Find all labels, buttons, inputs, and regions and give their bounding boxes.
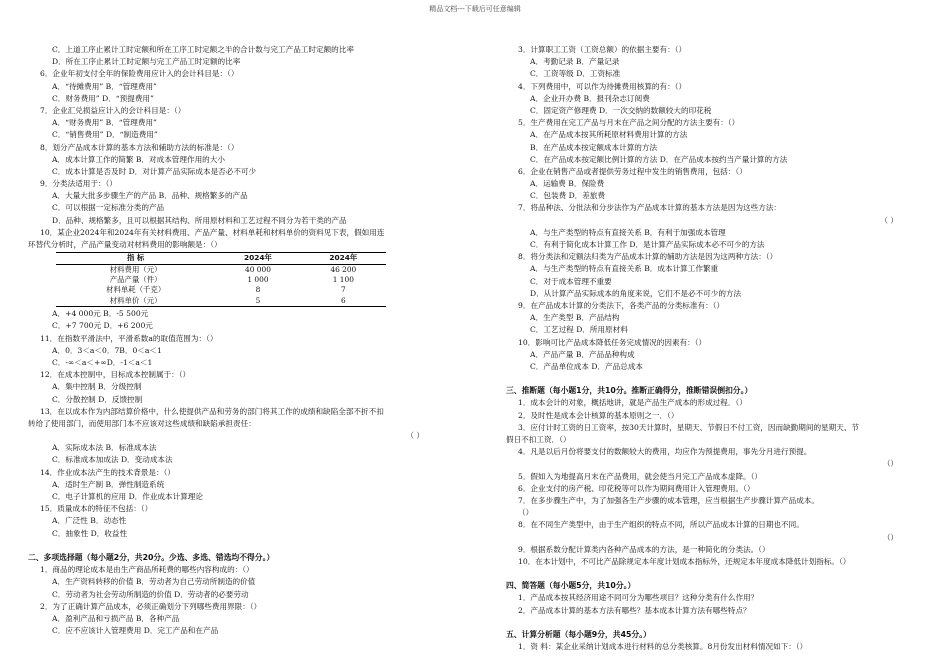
text-line: A．生产资料转移的价值 B．劳动者为自己劳动所制造的价值 [52, 577, 256, 587]
text-line: 8．在不同生产类型中，由于生产组织的特点不同，所以产品成本计算的日期也不同。 [518, 520, 804, 530]
text-line: A．运输费 B．保险费 [530, 179, 605, 189]
table-header-row [56, 253, 386, 264]
text-line: 7．企业汇兑损益应计入的会计科目是：（） [40, 105, 186, 115]
text-line: A．在产品成本按其所耗原材料费用计算的方法 [530, 130, 688, 140]
blank-line [506, 568, 938, 580]
table-cell: 6 [301, 296, 386, 307]
blank-line [28, 540, 464, 552]
section-heading: 三、推断题（每小题1分，共10分。推断正确得分，推断错误倒扣分。） [506, 386, 753, 396]
text-line: 4．下列费用中，可以作为待摊费用核算的有：（） [518, 81, 687, 91]
table-cell: 材料单价（元） [56, 296, 215, 307]
text-line: 2．产品成本计算的基本方法有哪些？基本成本计算方法有哪些特点？ [518, 605, 751, 615]
text-line: （） [882, 459, 898, 469]
table-cell: 8 [255, 285, 261, 295]
text-line: C．电子计算机的应用 D．作业成本计算理论 [52, 492, 203, 502]
text-line: C．分散控制 D．反馈控制 [52, 394, 143, 404]
text-line: 3．计算职工工资（工资总额）的依据主要有：（） [518, 45, 687, 54]
text-line: 2．为了正确计算产品成本，必须正确划分下列哪些费用界限：（） [40, 601, 262, 611]
blank-line [506, 373, 938, 385]
text-line: 6．企业年初支付全年的保险费用应计入的会计科目是：（） [40, 69, 239, 79]
text-line: A．与生产类型的特点有直接关系 B．有利于加强成本管理 [530, 227, 726, 237]
text-line: C．财务费用” D．“预提费用” [52, 93, 154, 103]
text-line: 1．资 料：某企业采纳计划成本进行材料的总分类核算。8月份发出材料情况如下：（） [518, 642, 808, 652]
text-line: （ ） [880, 215, 898, 225]
text-line: C．包装费 D．差旅费 [530, 191, 606, 201]
text-line: 3．应付计时工资的日工资率，按30天计算时，星期天、节假日不付工资，因而缺勤期间的星期天、节 [518, 422, 860, 432]
table-cell: 1 100 [332, 275, 354, 284]
text-line: C．产品单位成本 D．产品总成本 [530, 361, 644, 371]
table-cell: 产品产量（件） [109, 275, 162, 284]
page-header: 精品文档---下载后可任意编辑 [429, 5, 521, 13]
text-line: 假日不扣工资．（） [506, 435, 571, 444]
text-line: C．应不应该计入管理费用 D．完工产品和在产品 [52, 626, 219, 636]
text-line: A．广泛性 B．动态性 [52, 516, 127, 526]
text-line: C．对于成本管理不重要 [530, 276, 612, 286]
left-lines-top [28, 44, 464, 251]
text-line: C．-∞＜a＜+∞D．-1＜a＜1 [52, 357, 153, 367]
text-line: 环替代分析时，产品产量变动对材料费用的影响额是：（） [28, 240, 222, 249]
text-line: 6．企业在销售产品或者提供劳务过程中发生的销售费用，包括：（） [518, 166, 747, 176]
text-line: 7．将品种法、分批法和分步法作为产品成本计算的基本方法是因为这些方法： [518, 203, 782, 213]
table-row [56, 275, 386, 285]
text-line: 15．质量成本的特征不包括：（） [40, 504, 153, 514]
text-line: D．从计算产品实际成本的角度来说，它们不是必不可少的方法 [530, 288, 742, 298]
text-line: A．“财务费用” B．“管理费用” [52, 118, 157, 128]
text-line: A．实际成本法 B．标准成本法 [52, 443, 157, 453]
text-line: A．企业开办费 B．报刊杂志订阅费 [530, 93, 650, 103]
table-cell: 材料单耗（千克） [106, 285, 166, 295]
text-line: （） [518, 508, 534, 518]
table-row [56, 296, 386, 307]
text-line: A．“待摊费用” B．“管理费用” [52, 81, 157, 91]
text-line: 9．根据系数分配计算类内各种产品成本的方法，是一种简化的分类法。（） [518, 544, 770, 554]
text-line: A．与生产类型的特点有直接关系 B．成本计算工作繁重 [530, 264, 719, 274]
text-line: A．适时生产制 B．弹性制造系统 [52, 479, 165, 489]
table-cell: 40 000 [245, 264, 271, 274]
text-line: C．有利于简化成本计算工作 D．是计算产品实际成本必不可少的方法 [530, 240, 765, 249]
table-header-cell: 2024年 [215, 253, 300, 264]
text-line: 转给了使用部门，而使用部门本不应该对这些成绩和缺陷承担责任： [28, 418, 256, 428]
text-line: A．考勤记录 B．产量记录 [530, 57, 620, 67]
text-line: C．工艺过程 D．所用原材料 [530, 325, 628, 335]
table-cell: 材料费用（元） [109, 264, 162, 274]
text-line: 10．某企业2024年和2024年有关材料费用、产品产量、材料单耗和材料单价的资料见下表，假如用连 [40, 227, 385, 237]
table-header-cell: 指 标 [56, 253, 215, 264]
table-row [56, 285, 386, 295]
text-line: 2．及时性是成本会计核算的基本原则之一．（） [518, 410, 679, 420]
section-heading: 二、多项选择题（每小题2分，共20分。少选、多选、错选均不得分。） [28, 552, 275, 562]
text-line: A．0．3＜a＜0．7B．0＜a＜1 [52, 345, 162, 355]
text-line: A．成本计算工作的简繁 B．对成本管理作用的大小 [52, 154, 225, 164]
text-line: C．+7 700元 D．+6 200元 [52, 321, 153, 331]
text-line: 7．在多步骤生产中，为了加强各生产步骤的成本管理，应当根据生产步骤计算产品成本。 [518, 495, 819, 505]
text-line: D．所在工序止累计工时定额与完工产品工时定额的比率 [52, 57, 241, 67]
table-cell: 1 000 [247, 275, 269, 284]
text-line: C．固定资产修理费 D．一次交纳的数额较大的印花税 [530, 105, 712, 115]
text-line: A．生产类型 B．产品结构 [530, 313, 620, 323]
text-line: 14．作业成本法产生的技术背景是：（） [40, 467, 175, 477]
text-line: A．集中控制 B．分级控制 [52, 382, 142, 392]
text-line: （ ） [406, 431, 424, 441]
text-line: C．工资等级 D．工资标准 [530, 69, 621, 79]
text-line: 5．假如入为地提高月末在产品费用，就会使当月完工产品成本虚降。（） [518, 471, 763, 481]
text-line: C．成本计算是否及时 D．对计算产品实际成本是否必不可少 [52, 166, 257, 176]
right-lines [506, 44, 938, 653]
right-column [506, 44, 938, 653]
section-heading: 五、计算分析题（每小题9分，共45分。） [506, 630, 651, 639]
text-line: 8．划分产品成本计算的基本方法和辅助方法的标准是：（） [40, 142, 239, 152]
left-lines-bottom [28, 308, 464, 637]
table-header-cell: 2024年 [301, 253, 386, 264]
text-line: C．“销售费用” D．“制造费用” [52, 130, 158, 140]
text-line: 8．将分类法和定额法归类为产品成本计算的辅助方法是因为这两种方法：（） [518, 252, 778, 262]
text-line: 12．在成本控制中，目标成本控制属于：（） [40, 370, 191, 380]
blank-line [506, 617, 938, 629]
text-line: C．在产品成本按定额比例计算的方法 D．在产品成本按约当产量计算的方法 [530, 154, 788, 164]
section-heading: 四、简答题（每小题5分，共10分。） [506, 581, 636, 591]
text-line: 5．生产费用在完工产品与月末在产品之间分配的方法主要有：（） [518, 118, 740, 128]
text-line: 9．在产品成本计算的分类法下，各类产品的分类标准有：（） [518, 300, 725, 310]
table-cell: 7 [340, 285, 346, 295]
text-line: 11．在指数平滑法中，平滑系数a的取值范围为：（） [40, 333, 218, 343]
text-line: A．产品产量 B．产品品种构成 [530, 349, 635, 359]
text-line: C．可以根据一定标准分类的产品 [52, 203, 165, 213]
text-line: A．+4 000元 B．-5 500元 [52, 309, 149, 319]
left-column [28, 44, 464, 637]
text-line: 10．影响可比产品成本降低任务完成情况的因素有：（） [518, 337, 707, 347]
table-cell: 5 [215, 296, 300, 307]
text-line: C．抽象性 D．收益性 [52, 528, 128, 538]
text-line: 1．成本会计的对象，概括地讲，就是产品生产成本的形成过程．（） [518, 398, 747, 408]
text-line: 9．分类法适用于：（） [40, 179, 117, 189]
text-line: （） [882, 532, 898, 542]
table-row [56, 264, 386, 275]
text-line: C．标准成本加成法 D．变动成本法 [52, 455, 173, 465]
text-line: 4．凡是以后月份将要支付的数额较大的费用，均应作为预提费用，事先分月进行预提。 [518, 447, 812, 457]
text-line: A．盈利产品和亏损产品 B．各种产品 [52, 613, 180, 623]
text-line: 10．在本计划中，不可比产品除规定本年度计划成本指标外，还规定本年度成本降低计划指标。（） [518, 556, 851, 566]
text-line: C．劳动者为社会劳动所制造的价值 D．劳动者的必要劳动 [52, 589, 249, 599]
text-line: 1．产品成本按其经济用途不同可分为哪些项目？这种分类有什么作用？ [518, 593, 759, 603]
table-cell: 46 200 [330, 264, 357, 274]
text-line: B．在产品成本按定额成本计算的方法 [530, 142, 658, 152]
data-table [56, 252, 386, 307]
text-line: 6．企业支付的房产税、印花税等可以作为期间费用计入管理费用。（） [518, 483, 755, 493]
text-line: D．品种、规格繁多，且可以根据其结构、所用原材料和工艺过程不同分为若干类的产品 [52, 215, 347, 225]
text-line: C．上道工序止累计工时定额和所在工序工时定额之半的合计数与完工产品工时定额的比率 [52, 45, 354, 54]
text-line: A．大量大批多步骤生产的产品 B．品种、规格繁多的产品 [52, 191, 248, 201]
text-line: 13．在以成本作为内部结算价格中，什么使提供产品和劳务的部门将其工作的成绩和缺陷全部不折不扣 [40, 406, 384, 416]
text-line: 1．商品的理论成本是由生产商品所耗费的哪些内容构成的：（） [40, 565, 254, 575]
